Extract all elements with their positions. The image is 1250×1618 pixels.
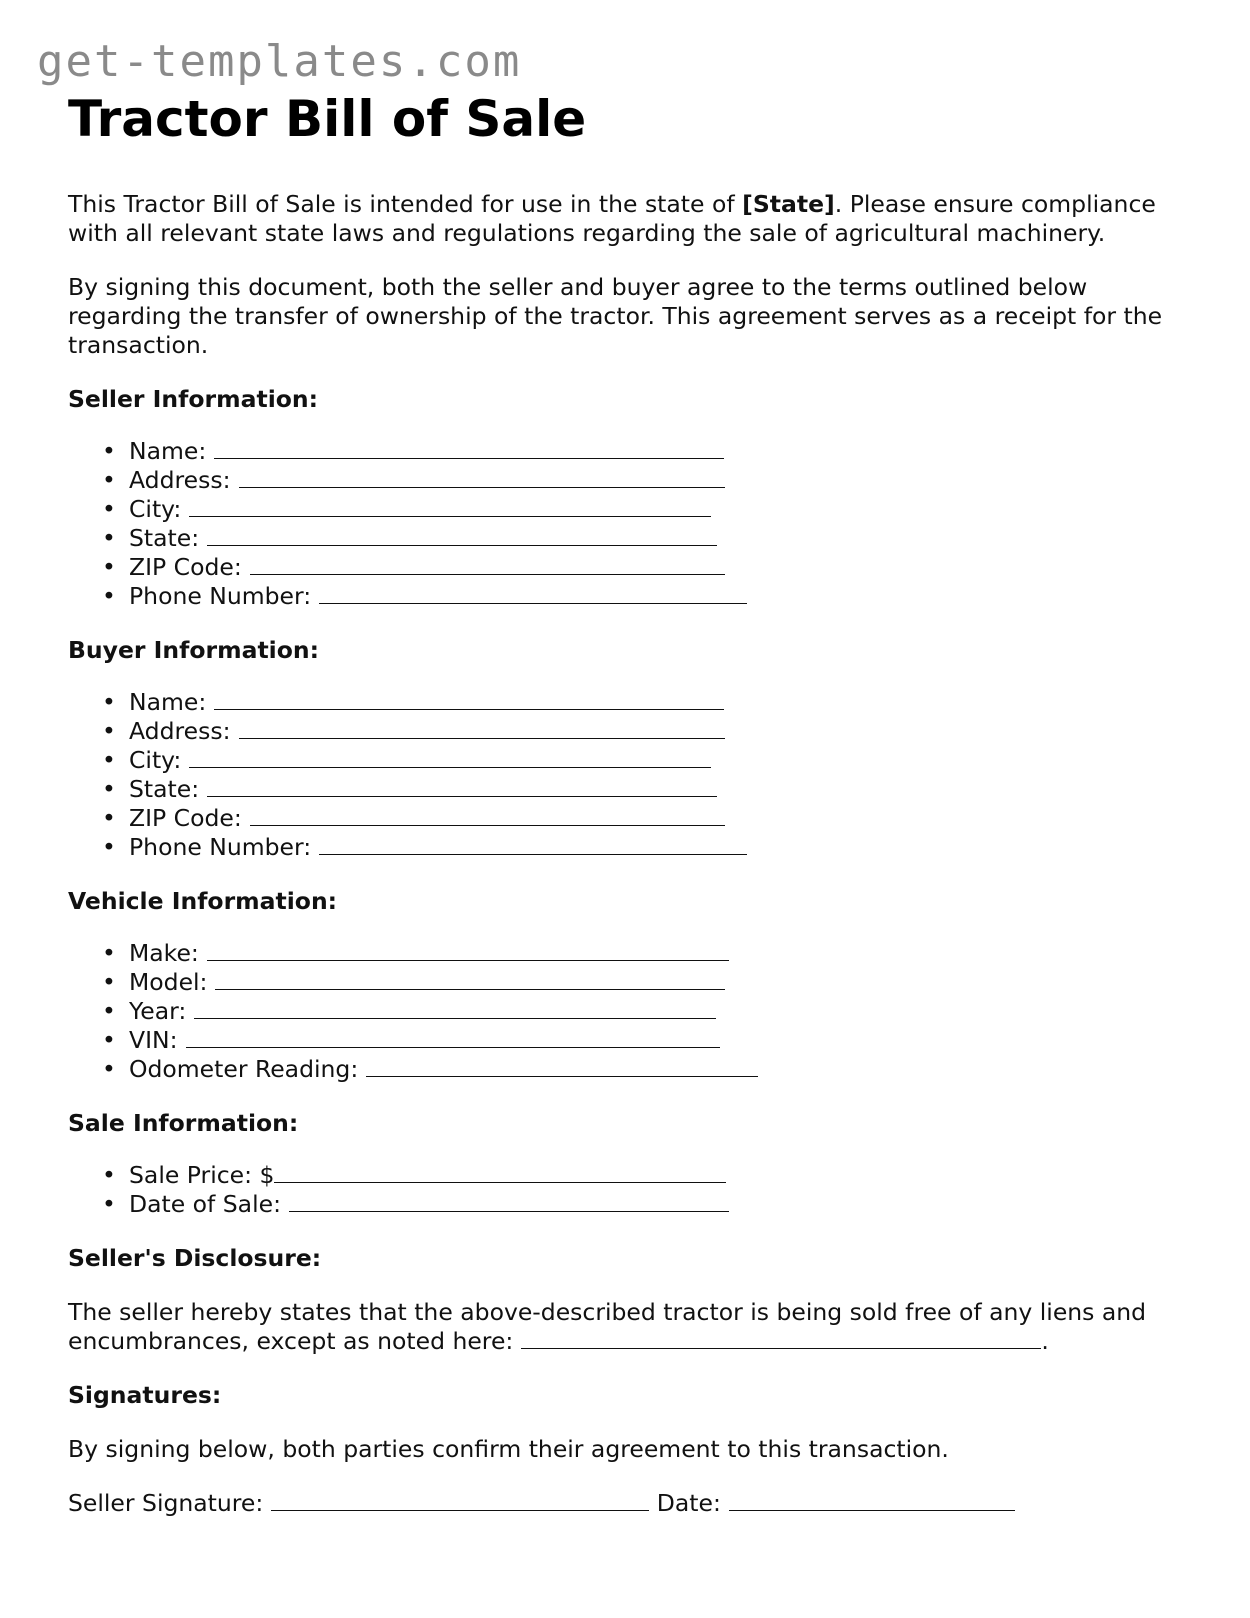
disclosure-paragraph: The seller hereby states that the above-described tractor is being sold free of any liens and encumbrances, except as noted here: .	[68, 1298, 1147, 1355]
seller-name-field[interactable]: • Name:	[68, 437, 1188, 466]
seller-signature-date-field[interactable]	[729, 1490, 1015, 1511]
vehicle-make-field[interactable]: • Make:	[68, 939, 1188, 968]
seller-signature-label: Seller Signature:	[68, 1489, 264, 1517]
sale-date-field[interactable]: • Date of Sale:	[68, 1190, 1188, 1219]
buyer-name-field[interactable]: • Name:	[68, 688, 1188, 717]
seller-zip-field[interactable]: • ZIP Code:	[68, 553, 1188, 582]
seller-city-field[interactable]: • City:	[68, 495, 1188, 524]
seller-info-list	[68, 437, 1188, 611]
intro-paragraph-state: This Tractor Bill of Sale is intended for use in the state of [State]. Please ensure compliance with all relevant state laws and regulations regarding the sale of agricultural machinery.	[68, 190, 1156, 247]
sale-info-list	[68, 1161, 1188, 1219]
signatures-intro: By signing below, both parties confirm their agreement to this transaction.	[68, 1435, 949, 1463]
seller-signature-field[interactable]	[271, 1490, 649, 1511]
seller-signature-date-label: Date:	[656, 1489, 721, 1517]
signatures-heading: Signatures:	[68, 1381, 222, 1409]
document-title: Tractor Bill of Sale	[68, 90, 587, 148]
sale-price-field[interactable]: • Sale Price: $	[68, 1161, 1188, 1190]
vehicle-info-list	[68, 939, 1188, 1084]
document-body	[68, 90, 1188, 1518]
sale-info-heading: Sale Information:	[68, 1109, 299, 1137]
state-placeholder: [State]	[742, 190, 835, 218]
vehicle-odometer-field[interactable]: • Odometer Reading:	[68, 1055, 1188, 1084]
buyer-zip-field[interactable]: • ZIP Code:	[68, 804, 1188, 833]
intro-paragraph-agreement: By signing this document, both the seller and buyer agree to the terms outlined below regarding the transfer of ownership of the tractor. This agreement serves as a receipt for the transaction.	[68, 273, 1163, 359]
vehicle-year-field[interactable]: • Year:	[68, 997, 1188, 1026]
buyer-info-list	[68, 688, 1188, 862]
seller-info-heading: Seller Information:	[68, 385, 319, 413]
buyer-info-heading: Buyer Information:	[68, 636, 320, 664]
vehicle-model-field[interactable]: • Model:	[68, 968, 1188, 997]
seller-state-field[interactable]: • State:	[68, 524, 1188, 553]
vehicle-vin-field[interactable]: • VIN:	[68, 1026, 1188, 1055]
disclosure-heading: Seller's Disclosure:	[68, 1244, 322, 1272]
buyer-phone-field[interactable]: • Phone Number:	[68, 833, 1188, 862]
liens-notes-field[interactable]	[521, 1328, 1041, 1349]
seller-signature-row	[68, 1489, 1188, 1518]
buyer-city-field[interactable]: • City:	[68, 746, 1188, 775]
seller-address-field[interactable]: • Address:	[68, 466, 1188, 495]
buyer-address-field[interactable]: • Address:	[68, 717, 1188, 746]
watermark: get-templates.com	[37, 36, 522, 87]
buyer-state-field[interactable]: • State:	[68, 775, 1188, 804]
vehicle-info-heading: Vehicle Information:	[68, 887, 338, 915]
seller-phone-field[interactable]: • Phone Number:	[68, 582, 1188, 611]
